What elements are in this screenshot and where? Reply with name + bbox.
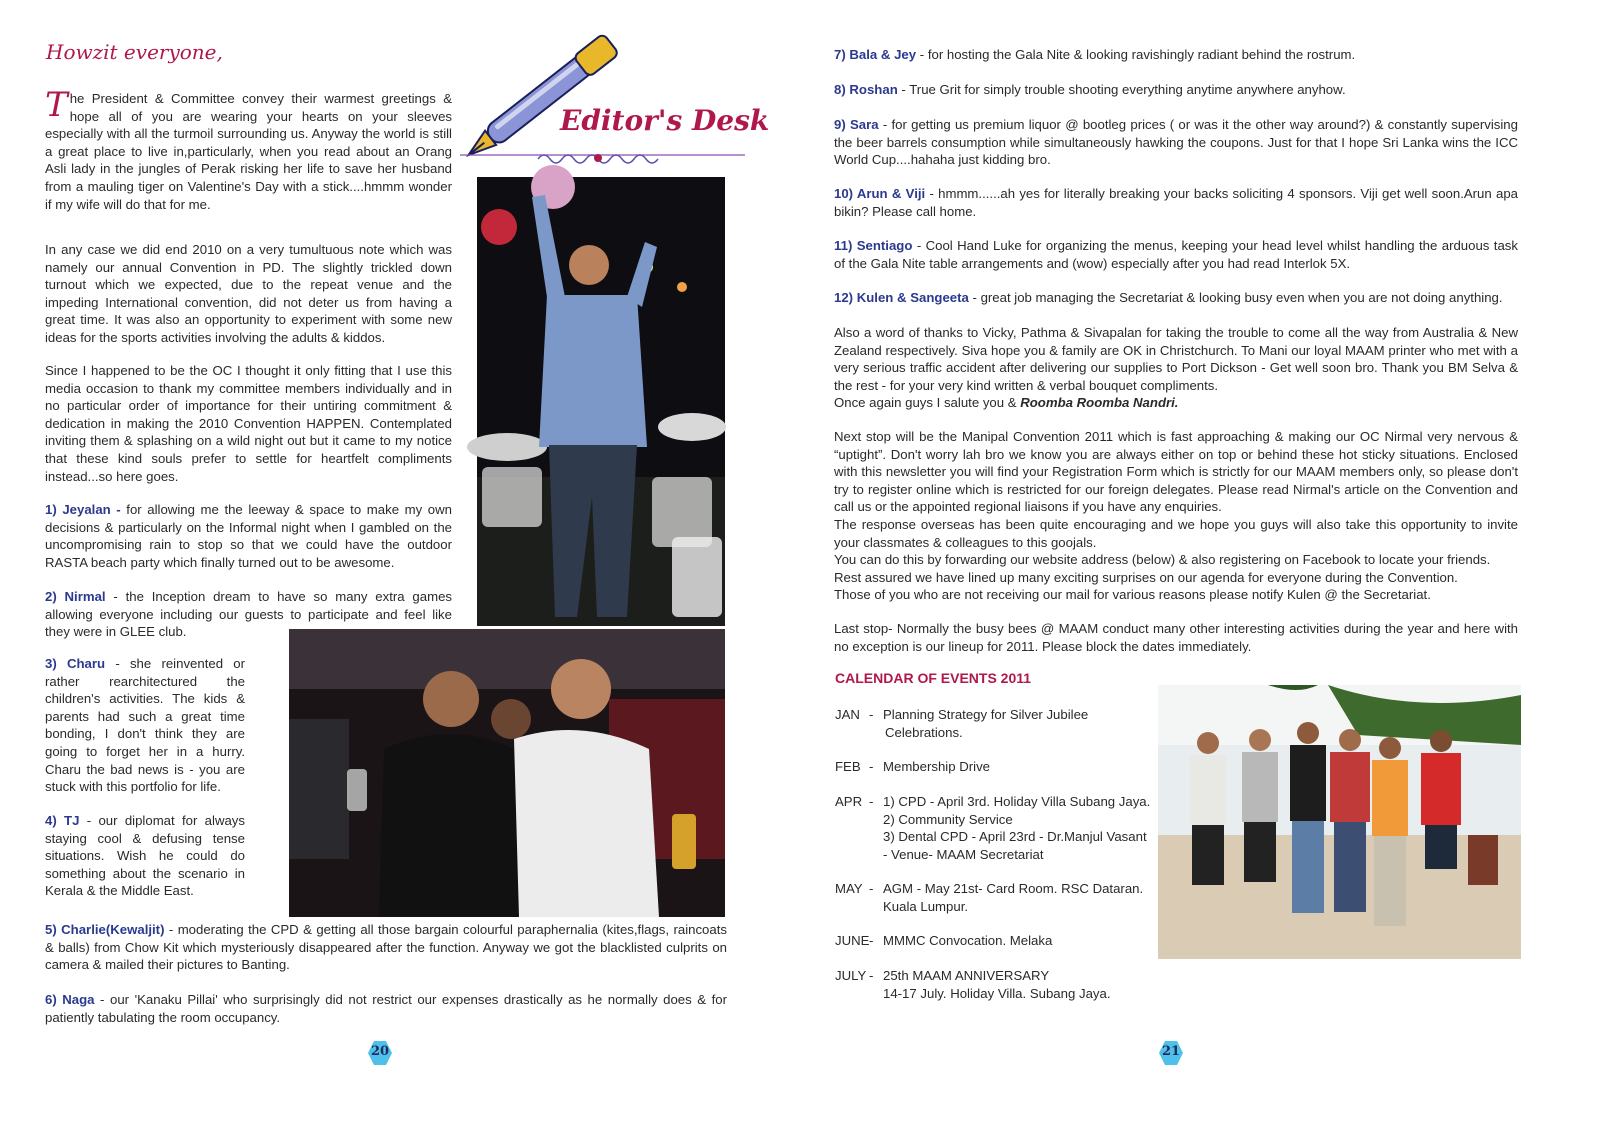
drop-cap: T (45, 85, 68, 125)
thanks-item-12: 12) Kulen & Sangeeta - great job managing the Secretariat & looking busy even when you are not doing anything. (834, 290, 1503, 305)
thanks-item-8: 8) Roshan - True Grit for simply trouble shooting everything anytime anywhere anyhow. (834, 82, 1346, 97)
greeting: Howzit everyone, (46, 40, 223, 64)
paragraph-2: In any case we did end 2010 on a very tumultuous note which was namely our annual Convention in PD. The slightly trickled down turnout which we expected, due to the repeat venue and the impeding International convention, did not deter us from having a great time. It was also an opportunity to experiment with some new ideas for the sports activities involving the adults & kiddos. (45, 242, 452, 345)
next-stop-paragraph: Next stop will be the Manipal Convention 2011 which is fast approaching & making our OC Nirmal very nervous & “uptight”. Don't worry lah bro we know you are always either on top or behind these hot sticky situations. Enclosed with this newsletter you will find your Registration Form which is strictly for our MAAM members only, so please don't try to register online which is restricted for our foreign delegates. Please read Nirmal's article on the Convention and call us or the appointed regional liaisons if you have any enquiries. The response overseas has been quite encouraging and we hope you guys will also take this opportunity to invite your classmates & colleagues to this goojals. You can do this by forwarding our website address (below) & also registering on Facebook to locate your friends. Rest assured we have lined up many exciting surprises on our agenda for everyone during the Convention. Those of you who are not receiving our mail for various reasons please notify Kulen @ the Secretariat. (834, 429, 1518, 603)
editors-desk-logo (460, 42, 770, 167)
calendar-row-june: JUNE- MMMC Convocation. Melaka (835, 933, 1053, 948)
roomba-nandri: Roomba Roomba Nandri. (1020, 395, 1179, 411)
calendar-title: CALENDAR OF EVENTS 2011 (835, 670, 1032, 686)
intro-paragraph: The President & Committee convey their warmest greetings & hope all of you are wearing your hearts on your sleeves especially with all the turmoil surrounding us. Anyway the world is still a great place to live in,particularly, when you read about an Orang Asli lady in the jungles of Perak risking her life to save her husband from a mauling tiger on Valentine's Day with a stick....hmmm wonder if my wife will do that for me. (45, 85, 452, 212)
thanks-item-10: 10) Arun & Viji - hmmm......ah yes for literally breaking your backs soliciting 4 sponsors. Viji get well soon.Arun apa bikin? Please call home. (834, 186, 1518, 219)
beach-group-photo (1158, 685, 1521, 959)
right-page (800, 0, 1600, 1131)
editors-desk-title: Editor's Desk (560, 104, 770, 137)
thanks-item-11: 11) Sentiago - Cool Hand Luke for organizing the menus, keeping your head level whilst handling the arduous task of the Gala Nite table arrangements and (wow) especially after you had read Interlok 5X. (834, 238, 1518, 271)
calendar-row-feb: FEB - Membership Drive (835, 759, 990, 774)
calendar-row-apr: APR - 1) CPD - April 3rd. Holiday Villa Subang Jaya. 2) Community Service 3) Dental CPD - April 23rd - Dr.Manjul Vasant - Venue- MAAM Secretariat (835, 794, 1151, 862)
thanks-item-3: 3) Charu - she reinvented or rather rearchitectured the children's activities. The kids & parents had such a great time bonding, I don't think they are going to forget her in a hurry. Charu the bad news is - you are stuck with this portfolio for life. (45, 656, 245, 795)
calendar-row-july: JULY - 25th MAAM ANNIVERSARY 14-17 July. Holiday Villa. Subang Jaya. (835, 968, 1111, 1001)
thanks-item-9: 9) Sara - for getting us premium liquor @ bootleg prices ( or was it the other way around?) & constantly supervising the beer barrels consumption while simultaneously hawking the coupons. Just for that I hope Sri Lanka wins the ICC World Cup....hahaha just kidding bro. (834, 117, 1518, 168)
thanks-item-1: 1) Jeyalan - for allowing me the leeway & space to make my own decisions & particularly on the Informal night when I gambled on the uncompromising rain to stop so that we could have the outdoor RASTA beach party which finally turned out to be awesome. (45, 502, 452, 570)
thanks-item-4: 4) TJ - our diplomat for always staying cool & defusing tense situations. Wish he could do something about the scenario in Kerala & the Middle East. (45, 813, 245, 899)
calendar-row-may: MAY - AGM - May 21st- Card Room. RSC Dataran. Kuala Lumpur. (835, 881, 1144, 914)
thanks-item-6: 6) Naga - our 'Kanaku Pillai' who surprisingly did not restrict our expenses drastically as he normally does & for patiently tabulating the room occupancy. (45, 992, 727, 1025)
thanks-item-7: 7) Bala & Jey - for hosting the Gala Nite & looking ravishingly radiant behind the rostrum. (834, 47, 1356, 62)
group-smile-photo (289, 629, 725, 917)
last-stop-paragraph: Last stop- Normally the busy bees @ MAAM conduct many other interesting activities during the year and here with no exception is our lineup for 2011. Please block the dates immediately. (834, 621, 1518, 654)
thanks-item-5: 5) Charlie(Kewaljit) - moderating the CPD & getting all those bargain colourful paraphernalia (kites,flags, raincoats & balls) from Chow Kit which mysteriously disappeared after the function. Anyway we got the blacklisted culprits on camera & mailed their pictures to Banting. (45, 922, 727, 973)
thanks-paragraph: Also a word of thanks to Vicky, Pathma & Sivapalan for taking the trouble to come all the way from Australia & New Zealand respectively. Siva hope you & family are OK in Christchurch. To Mani our loyal MAAM printer who met with a very serious traffic accident after delivering our supplies to Port Dickson - Get well soon bro. Thank you BM Selva & the rest - for your very kind written & verbal bouquet compliments. Once again guys I salute you & Roomba Roomba Nandri. (834, 325, 1518, 411)
page-number-20: 20 (367, 1040, 393, 1066)
paragraph-3: Since I happened to be the OC I thought it only fitting that I use this media occasion to thank my committee members individually and in no particular order of importance for their untiring commitment & dedication in making the 2010 Convention HAPPEN. Contemplated inviting them & splashing on a wild night out but it came to my notice that these kind souls prefer to settle for heartfelt compliments instead...so here goes. (45, 363, 452, 484)
thanks-item-2: 2) Nirmal - the Inception dream to have so many extra games allowing everyone including our guests to participate and feel like they were in GLEE club. (45, 589, 453, 640)
calendar-row-jan: JAN - Planning Strategy for Silver Jubilee Celebrations. (835, 707, 1089, 740)
party-dance-photo (477, 177, 725, 626)
page-number-21: 21 (1158, 1040, 1184, 1066)
